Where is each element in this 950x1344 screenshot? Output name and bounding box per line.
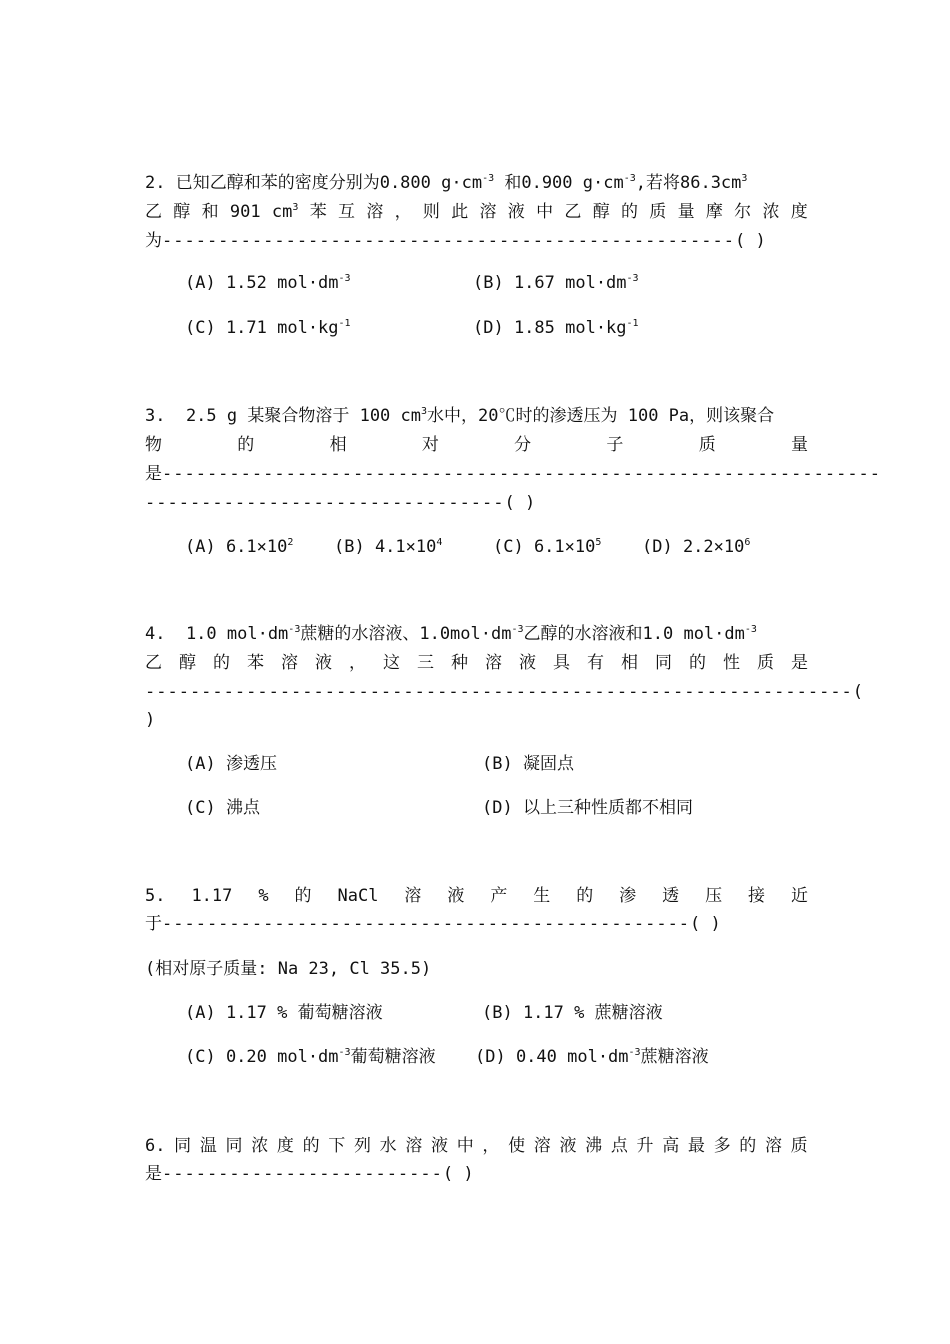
q4-line2-word: 液: [519, 653, 536, 673]
q4-line2-word: 液: [315, 653, 332, 673]
q2-line2-word: 浓: [762, 202, 780, 222]
q6-line1-word: 点: [610, 1136, 628, 1156]
q5-option-d: (D) 0.40 $mol\cdot dm^{-3}$蔗糖溶液: [475, 1047, 709, 1067]
q5-note: [145, 957, 808, 981]
q2-line2-word: 度: [790, 202, 808, 222]
q5-line1-word: 接: [748, 886, 766, 906]
q6-answer-leader: -------------------------: [162, 1164, 443, 1184]
q2-option-b: (B) 1.67 $mol\cdot dm^{-3}$: [473, 273, 639, 293]
q2-line2-word: 的: [620, 202, 638, 222]
q2-line1: [145, 171, 808, 195]
q2-line2-word: 苯: [309, 202, 327, 222]
q4-line2-word: 有: [587, 653, 604, 673]
q2-line2-word: 乙: [564, 202, 582, 222]
q5-line2-lead: 于: [145, 914, 162, 934]
q3-line2-word: 相: [329, 435, 347, 455]
q4-line2-word: 苯: [247, 653, 264, 673]
q3-option-a: (A) $6.1\times 10^2$: [185, 537, 294, 557]
q2-option-a: (A) 1.52 $mol\cdot dm^{-3}$: [185, 273, 351, 293]
q4-line2: [145, 651, 808, 675]
q6-line1-word: 6.: [145, 1136, 166, 1156]
q4-line2-word: 的: [689, 653, 706, 673]
q2-line3: [145, 229, 808, 253]
q5-line1-word: 近: [790, 886, 808, 906]
q4-line2-word: ，: [349, 653, 366, 673]
q3-line2-word: 量: [790, 435, 808, 455]
q4-line2-word: 相: [621, 653, 638, 673]
q6-line1-word: 水: [379, 1136, 397, 1156]
q5-note-text: (相对原子质量: Na 23, Cl 35.5): [145, 959, 432, 979]
q3-line2-word: 对: [421, 435, 439, 455]
q4-option-c: (C) 沸点: [185, 798, 260, 818]
q5-answer-leader: -----------------------------------------------: [162, 914, 691, 934]
q6-line1-word: 下: [328, 1136, 346, 1156]
q3-line2-word: 子: [606, 435, 624, 455]
q4-answer-paren-close: ): [145, 710, 156, 730]
q6-line1-word: 同: [174, 1136, 192, 1156]
q5-option-c: (C) 0.20 $mol\cdot dm^{-3}$葡萄糖溶液: [185, 1047, 436, 1067]
q2-line2-word: 液: [507, 202, 525, 222]
q2-line2-word: 互: [338, 202, 356, 222]
q2-answer-leader: ---------------------------------------------------: [162, 231, 735, 251]
q6-line1-word: 度: [276, 1136, 294, 1156]
q6-line1-word: 沸: [585, 1136, 603, 1156]
q4-line1-text: 4. 1.0 $mol\cdot dm^{-3}$蔗糖的水溶液、$1.0mol\cdot dm^{-3}$乙醇的水溶液和1.0 $mol\cdot dm^{-3}$: [145, 624, 757, 644]
q3-line3-lead: 是: [145, 464, 162, 484]
q2-line2-word: ，: [394, 202, 412, 222]
q3-answer-paren: ( ): [504, 493, 536, 513]
q5-line1-word: 的: [294, 886, 312, 906]
q4-line4: [145, 708, 808, 732]
q6-answer-paren: ( ): [442, 1164, 474, 1184]
q6-line1-word: 浓: [251, 1136, 269, 1156]
q2-option-c: (C) 1.71 $mol\cdot kg^{-1}$: [185, 318, 351, 338]
q4-line3: [145, 680, 864, 704]
q2-line2-word: 溶: [479, 202, 497, 222]
q4-line2-word: 是: [791, 653, 808, 673]
q2-line2-word: 质: [649, 202, 667, 222]
q4-line2-word: 质: [757, 653, 774, 673]
q4-line2-word: 的: [213, 653, 230, 673]
q4-line2-word: 溶: [485, 653, 502, 673]
q3-line1: [145, 404, 808, 428]
q2-line2-word: 中: [536, 202, 554, 222]
q3-line4: [145, 491, 808, 515]
q2-line2: [145, 200, 808, 224]
q4-line2-word: 溶: [281, 653, 298, 673]
q2-line2-word: 乙: [145, 202, 162, 222]
q5-line1-word: 5.: [145, 886, 166, 906]
q6-line1-word: 最: [687, 1136, 705, 1156]
q3-answer-leader-1: ----------------------------------------------------------------: [162, 464, 882, 484]
q6-line1-word: 溶: [533, 1136, 551, 1156]
q4-option-b: (B) 凝固点: [482, 754, 574, 774]
q5-line1-word: 1.17: [191, 886, 233, 906]
q5-line1-word: 溶: [404, 886, 422, 906]
q3-line2-word: 的: [237, 435, 255, 455]
q6-line1-word: 多: [713, 1136, 731, 1156]
q6-line2-lead: 是: [145, 1164, 162, 1184]
q5-line1-word: 的: [576, 886, 594, 906]
q6-line1-word: 高: [662, 1136, 680, 1156]
q3-option-b: (B) $4.1\times 10^4$: [334, 537, 443, 557]
q6-line1-word: 溶: [764, 1136, 782, 1156]
q3-option-c: (C) $6.1\times 10^5$: [493, 537, 602, 557]
q6-line1-word: 同: [225, 1136, 243, 1156]
q5-line1-word: NaCl: [337, 886, 379, 906]
q5-line1-word: 压: [705, 886, 723, 906]
q6-line2: [145, 1162, 808, 1186]
q4-line2-word: 这: [383, 653, 400, 673]
q4-line2-word: 性: [723, 653, 740, 673]
q4-line2-word: 乙: [145, 653, 162, 673]
q5-line1-word: 渗: [619, 886, 637, 906]
q6-line1-word: ，: [482, 1136, 500, 1156]
q2-line3-lead: 为: [145, 231, 162, 251]
q2-line2-word: 醇: [173, 202, 191, 222]
q3-option-d: (D) $2.2\times 10^6$: [642, 537, 751, 557]
q5-line1-word: 液: [447, 886, 465, 906]
q2-line2-word: 溶: [366, 202, 384, 222]
q6-line1-word: 溶: [405, 1136, 423, 1156]
q3-line3: [145, 462, 882, 486]
q5-line1: [145, 884, 808, 908]
q2-line2-word: 则: [422, 202, 440, 222]
q6-line1-word: 质: [790, 1136, 808, 1156]
q4-answer-paren-open: (: [852, 682, 864, 702]
q5-line1-word: 生: [533, 886, 551, 906]
q2-line2-word: 901: [229, 202, 261, 222]
q4-answer-leader: ---------------------------------------------------------------: [145, 682, 853, 702]
q2-line2-word: 量: [677, 202, 695, 222]
q2-line2-word: $cm^3$: [271, 202, 299, 222]
q6-line1-word: 温: [199, 1136, 217, 1156]
q5-line2: [145, 912, 808, 936]
q6-line1-word: 液: [559, 1136, 577, 1156]
q3-line2-word: 分: [514, 435, 532, 455]
q2-line1-text: 2. 已知乙醇和苯的密度分别为0.800 $g\cdot cm^{-3}$ 和0.900 $g\cdot cm^{-3}$,若将$86.3cm^3$: [145, 173, 748, 193]
q4-line2-word: 三: [417, 653, 434, 673]
q5-option-a: (A) 1.17 % 葡萄糖溶液: [185, 1003, 383, 1023]
q6-line1-word: 列: [353, 1136, 371, 1156]
q4-option-d: (D) 以上三种性质都不相同: [482, 798, 693, 818]
q2-line2-word: 和: [201, 202, 219, 222]
q3-line2-word: 质: [698, 435, 716, 455]
q2-line2-word: 醇: [592, 202, 610, 222]
q5-answer-paren: ( ): [690, 914, 721, 934]
q3-line2: [145, 433, 808, 457]
q4-line1: [145, 622, 808, 646]
q4-option-a: (A) 渗透压: [185, 754, 277, 774]
q6-line1-word: 使: [508, 1136, 526, 1156]
q4-line2-word: 同: [655, 653, 672, 673]
q3-line1-text: 3. 2.5 g 某聚合物溶于 100 $cm^3$水中，20℃时的渗透压为 100 Pa，则该聚合: [145, 406, 775, 426]
q4-line2-word: 醇: [179, 653, 196, 673]
q6-line1-word: 升: [636, 1136, 654, 1156]
q6-line1-word: 中: [456, 1136, 474, 1156]
q3-answer-leader-2: --------------------------------: [145, 493, 505, 513]
q2-answer-paren: ( ): [734, 231, 766, 251]
q4-line2-word: 种: [451, 653, 468, 673]
q3-line2-word: 物: [145, 435, 162, 455]
q5-line1-word: 透: [662, 886, 680, 906]
q2-line2-word: 尔: [734, 202, 752, 222]
q6-line1-word: 液: [431, 1136, 449, 1156]
q5-line1-word: %: [258, 886, 269, 906]
q2-line2-word: 此: [451, 202, 469, 222]
q2-line2-word: 摩: [705, 202, 723, 222]
q6-line1-word: 的: [302, 1136, 320, 1156]
q6-line1: [145, 1134, 808, 1158]
q2-option-d: (D) 1.85 $mol\cdot kg^{-1}$: [473, 318, 639, 338]
q5-line1-word: 产: [490, 886, 508, 906]
q6-line1-word: 的: [739, 1136, 757, 1156]
q4-line2-word: 具: [553, 653, 570, 673]
q5-option-b: (B) 1.17 % 蔗糖溶液: [482, 1003, 663, 1023]
